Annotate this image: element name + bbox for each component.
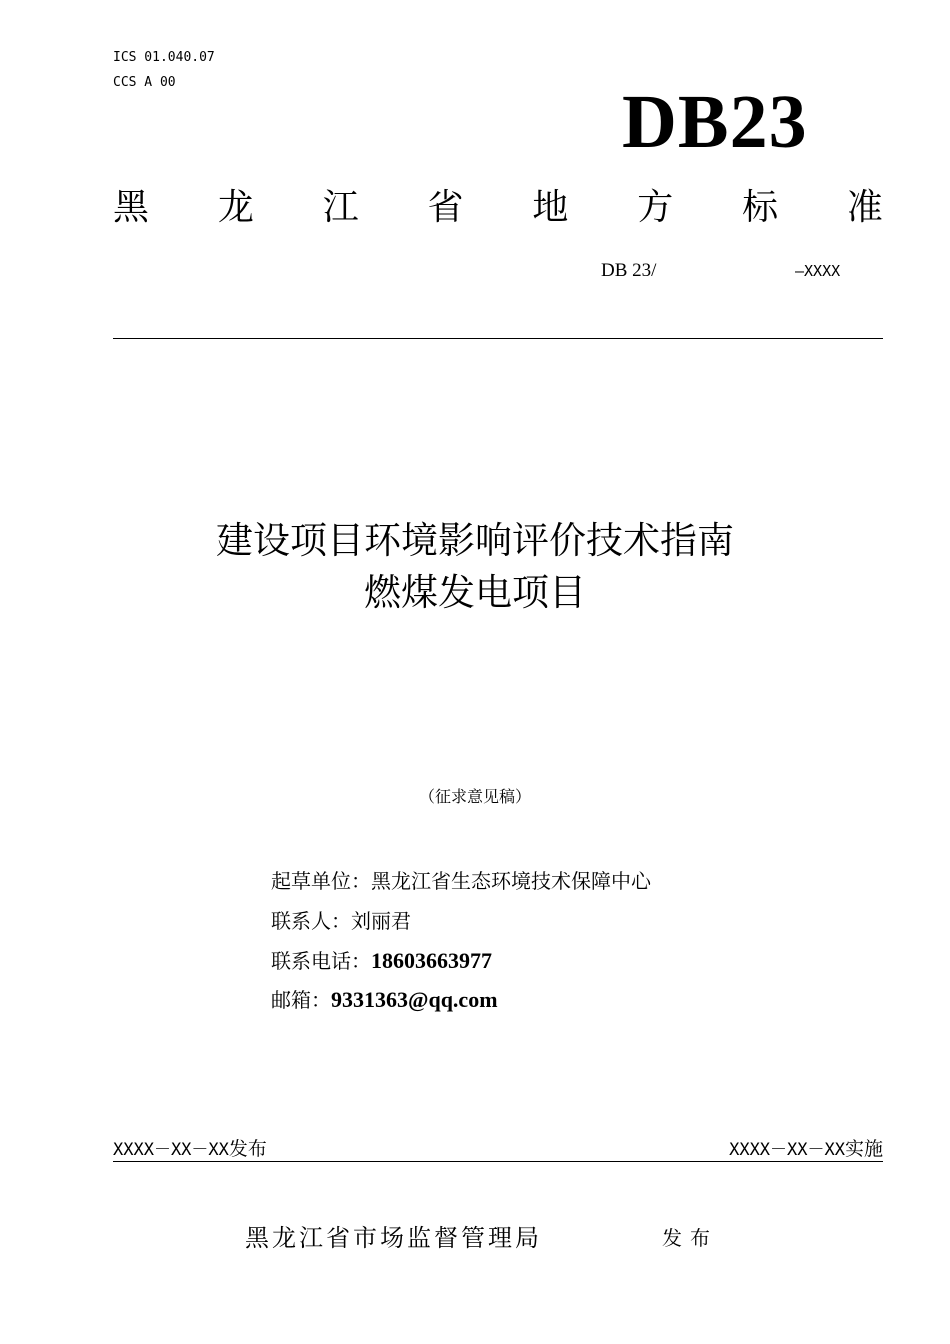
document-title — [0, 515, 950, 619]
ics-code: ICS 01.040.07 — [113, 50, 215, 65]
implement-date-word: 实施 — [844, 1138, 883, 1160]
standard-number-suffix: —XXXX — [795, 262, 841, 280]
phone-label: 联系电话： — [271, 949, 371, 973]
drafting-unit-value: 黑龙江省生态环境技术保障中心 — [371, 869, 651, 893]
standard-type-char: 方 — [637, 187, 674, 228]
standard-type-char: 黑 — [113, 187, 150, 228]
db-standard-code: DB23 — [622, 80, 808, 164]
contact-person-label: 联系人： — [271, 909, 351, 933]
draft-note: （征求意见稿） — [418, 787, 531, 806]
phone-line — [271, 948, 492, 974]
standard-type-char: 地 — [532, 187, 569, 228]
drafting-unit-label: 起草单位： — [271, 869, 371, 893]
ccs-code: CCS A 00 — [113, 75, 176, 90]
issue-word: 发布 — [662, 1226, 718, 1250]
email-label: 邮箱： — [271, 988, 331, 1012]
standard-type-char: 标 — [742, 187, 779, 228]
standard-type-title — [113, 186, 883, 230]
header-divider — [113, 338, 883, 339]
standard-number-prefix: DB 23/ — [601, 260, 657, 281]
email-line — [271, 987, 498, 1013]
implement-date-value: XXXX－XX－XX — [729, 1140, 845, 1160]
contact-person-value: 刘丽君 — [351, 909, 411, 933]
publish-date-value: XXXX－XX－XX — [113, 1140, 229, 1160]
standard-type-char: 江 — [322, 187, 359, 228]
drafting-unit-line — [271, 868, 651, 894]
publish-date-word: 发布 — [228, 1138, 267, 1160]
document-title-line1: 建设项目环境影响评价技术指南 — [216, 519, 734, 562]
standard-type-char: 准 — [846, 187, 883, 228]
email-value: 9331363@qq.com — [331, 987, 498, 1012]
document-title-line2: 燃煤发电项目 — [364, 571, 586, 614]
footer-divider — [113, 1161, 883, 1162]
contact-person-line — [271, 908, 411, 934]
implement-date — [729, 1137, 883, 1162]
phone-value: 18603663977 — [371, 948, 492, 973]
publish-date — [113, 1137, 267, 1162]
standard-type-char: 龙 — [217, 187, 254, 228]
standard-type-char: 省 — [427, 187, 464, 228]
issuing-authority: 黑龙江省市场监督管理局 — [245, 1224, 542, 1252]
